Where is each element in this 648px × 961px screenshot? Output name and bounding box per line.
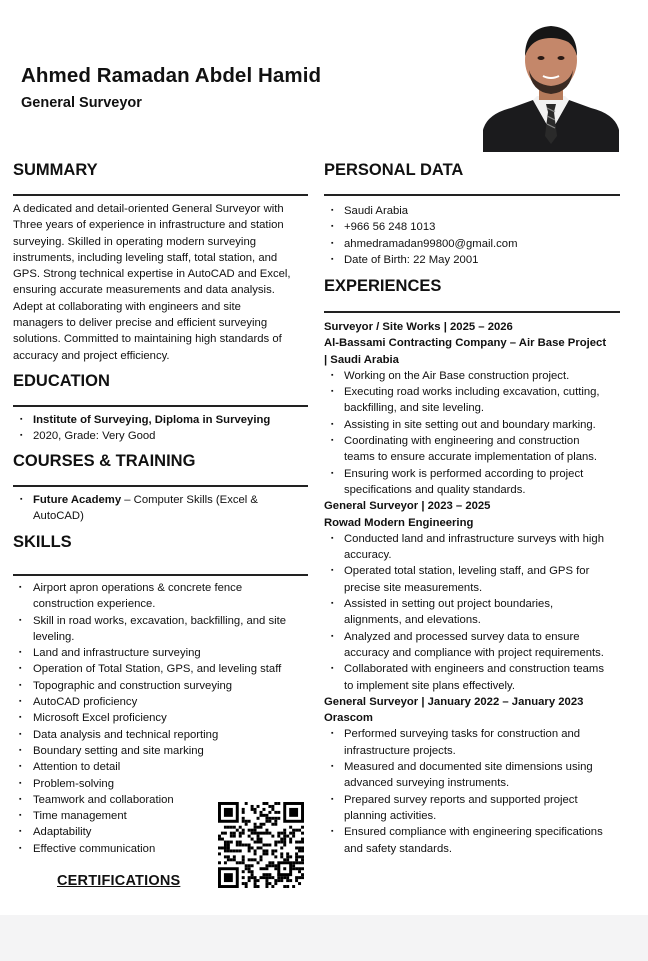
experience-title-line: Surveyor / Site Works | 2025 – 2026: [324, 321, 513, 333]
summary-line: Three years of experience in infrastructure and station: [13, 219, 284, 232]
experience-bullet: [324, 824, 634, 857]
skill-item-text: Problem-solving: [33, 777, 114, 790]
skill-item-text: Land and infrastructure surveying: [33, 647, 201, 660]
personal-dob: ▪ Date of Birth: 22 May 2001: [324, 252, 624, 268]
experience-bullet: [324, 368, 634, 384]
experience-title-line: Rowad Modern Engineering: [324, 516, 474, 529]
experiences-heading: EXPERIENCES: [324, 277, 442, 295]
experience-bullet-text: specifications and quality standards.: [344, 483, 526, 496]
experience-entry: [324, 498, 634, 694]
skills-divider: [13, 574, 308, 576]
experience-bullet: [324, 417, 634, 433]
summary-line: A dedicated and detail-oriented General Surveyor with: [13, 203, 284, 215]
experiences-divider: [324, 311, 620, 313]
experience-bullet-text: to implement site plans effectively.: [344, 679, 515, 692]
skill-item: [10, 727, 310, 743]
experience-title: [324, 498, 634, 531]
experience-title-line: Orascom: [324, 712, 373, 725]
summary-line: ensuring accurate measurements and data analysis.: [13, 284, 275, 297]
personal-email[interactable]: ▪ ahmedramadan99800@gmail.com: [324, 236, 624, 252]
experience-bullet-text: Operated total station, leveling staff, and GPS for: [344, 565, 590, 578]
experience-title-line: General Surveyor | January 2022 – January 2023: [324, 695, 584, 708]
experience-bullet-text: Ensuring work is performed according to project: [344, 467, 584, 480]
experience-bullet-text: Conducted land and infrastructure surveys with high: [344, 532, 604, 545]
skill-item-text: Airport apron operations & concrete fence: [33, 582, 243, 594]
skill-item: [10, 580, 310, 613]
experience-title-line: General Surveyor | 2023 – 2025: [324, 500, 491, 513]
skill-item-text: Skill in road works, excavation, backfilling, and site: [33, 614, 287, 627]
experience-bullet-text: planning activities.: [344, 809, 437, 822]
summary-heading: SUMMARY: [13, 161, 98, 179]
experience-list: [324, 319, 634, 857]
skill-item: [10, 694, 310, 710]
qr-code[interactable]: [218, 802, 304, 888]
experience-bullets: [324, 531, 634, 694]
experience-bullet-text: Ensured compliance with engineering specifications: [344, 826, 603, 839]
skill-item-text: Effective communication: [33, 842, 156, 855]
summary-line: GPS. Strong technical expertise in AutoCAD and Excel,: [13, 268, 291, 281]
candidate-title: General Surveyor: [21, 95, 142, 111]
personal-phone[interactable]: ▪ +966 56 248 1013: [324, 219, 624, 235]
experience-bullets: [324, 726, 634, 856]
course-provider: Future Academy: [33, 494, 122, 506]
skill-item-text: Boundary setting and site marking: [33, 744, 204, 757]
personal-divider: [324, 194, 620, 196]
experience-bullet: [324, 629, 634, 662]
skills-heading: SKILLS: [13, 533, 72, 551]
skill-item: [10, 759, 310, 775]
education-list: [13, 412, 308, 445]
skill-item: [10, 743, 310, 759]
summary-line: solutions. Committed to maintaining high standards of: [13, 333, 282, 346]
experience-title: [324, 694, 634, 727]
skill-item-text: Teamwork and collaboration: [33, 793, 174, 806]
experience-entry: [324, 694, 634, 857]
skill-item: [10, 613, 310, 646]
experience-bullet: [324, 759, 634, 792]
experience-bullet-text: precise site measurements.: [344, 581, 483, 594]
candidate-name: Ahmed Ramadan Abdel Hamid: [21, 64, 322, 87]
skill-item-text: Adaptability: [33, 826, 92, 839]
skill-item-text: leveling.: [33, 630, 75, 643]
course-detail: – Computer Skills (Excel &: [121, 494, 258, 506]
course-item: [13, 492, 308, 525]
experience-bullet-text: and safety standards.: [344, 842, 453, 855]
experience-bullet: [324, 384, 634, 417]
skill-item-text: Data analysis and technical reporting: [33, 728, 219, 741]
experience-bullet-text: teams to ensure accurate implementation of plans.: [344, 451, 598, 464]
summary-line: surveying. Skilled in operating modern surveying: [13, 235, 257, 248]
courses-heading: COURSES & TRAINING: [13, 452, 196, 470]
skill-item-text: construction experience.: [33, 598, 156, 611]
experience-bullet-text: advanced surveying instruments.: [344, 777, 510, 790]
education-grade: ▪ 2020, Grade: Very Good: [13, 428, 308, 444]
education-heading: EDUCATION: [13, 372, 110, 390]
personal-heading: PERSONAL DATA: [324, 161, 464, 179]
skill-item-text: Microsoft Excel proficiency: [33, 712, 167, 725]
experience-title: [324, 319, 634, 368]
experience-bullet-text: Assisted in setting out project boundaries,: [344, 598, 554, 611]
experience-title-line: | Saudi Arabia: [324, 353, 399, 366]
experience-bullet-text: Assisting in site setting out and boundary marking.: [344, 418, 596, 431]
experience-bullet-text: Executing road works including excavation, cutting,: [344, 386, 600, 399]
skill-item-text: Time management: [33, 810, 127, 823]
experience-bullet: [324, 433, 634, 466]
experience-bullet: [324, 531, 634, 564]
experience-bullet: [324, 466, 634, 499]
summary-line: Adept at collaborating with engineers and site: [13, 300, 241, 313]
summary-text: [13, 201, 313, 364]
certifications-heading: CERTIFICATIONS: [57, 873, 181, 889]
page-footer-strip: [0, 915, 648, 961]
personal-list: [324, 203, 624, 268]
experience-bullet-text: Coordinating with engineering and construction: [344, 435, 580, 448]
profile-photo: [481, 12, 621, 152]
experience-bullet-text: Measured and documented site dimensions using: [344, 761, 593, 774]
experience-bullet-text: alignments, and elevations.: [344, 614, 481, 627]
experience-bullet-text: Prepared survey reports and supported project: [344, 793, 578, 806]
experience-bullet-text: Working on the Air Base construction project.: [344, 369, 570, 382]
skill-item: [10, 645, 310, 661]
skill-item: [10, 661, 310, 677]
experience-entry: [324, 319, 634, 498]
courses-list: [13, 492, 308, 525]
courses-divider: [13, 485, 308, 487]
summary-line: managers to deliver precise and efficient surveying: [13, 317, 268, 330]
summary-line: accuracy and project efficiency.: [13, 349, 170, 362]
education-divider: [13, 405, 308, 407]
experience-bullet-text: Performed surveying tasks for construction and: [344, 728, 581, 741]
experience-bullet-text: infrastructure projects.: [344, 744, 456, 757]
skill-item: [10, 710, 310, 726]
course-detail-2: AutoCAD): [33, 510, 84, 523]
skill-item-text: AutoCAD proficiency: [33, 696, 138, 709]
experience-bullets: [324, 368, 634, 498]
skill-item-text: Topographic and construction surveying: [33, 679, 233, 692]
experience-bullet: [324, 792, 634, 825]
education-institution: ▪ Institute of Surveying, Diploma in Surveying: [13, 412, 308, 428]
experience-bullet: [324, 661, 634, 694]
experience-bullet-text: Collaborated with engineers and construction teams: [344, 663, 604, 676]
experience-bullet-text: Analyzed and processed survey data to ensure: [344, 630, 580, 643]
summary-line: instruments, including leveling staff, total station, and: [13, 251, 278, 264]
experience-bullet-text: accuracy.: [344, 549, 392, 562]
skill-item: [10, 776, 310, 792]
experience-bullet: [324, 563, 634, 596]
skill-item-text: Operation of Total Station, GPS, and leveling staff: [33, 663, 282, 676]
skill-item-text: Attention to detail: [33, 761, 121, 774]
experience-bullet-text: accuracy and compliance with project requirements.: [344, 646, 604, 659]
personal-country: ▪ Saudi Arabia: [324, 203, 624, 219]
experience-bullet-text: backfilling, and site leveling.: [344, 402, 485, 415]
experience-bullet: [324, 726, 634, 759]
experience-title-line: Al-Bassami Contracting Company – Air Base Project: [324, 337, 607, 350]
summary-divider: [13, 194, 308, 196]
experience-bullet: [324, 596, 634, 629]
skill-item: [10, 678, 310, 694]
